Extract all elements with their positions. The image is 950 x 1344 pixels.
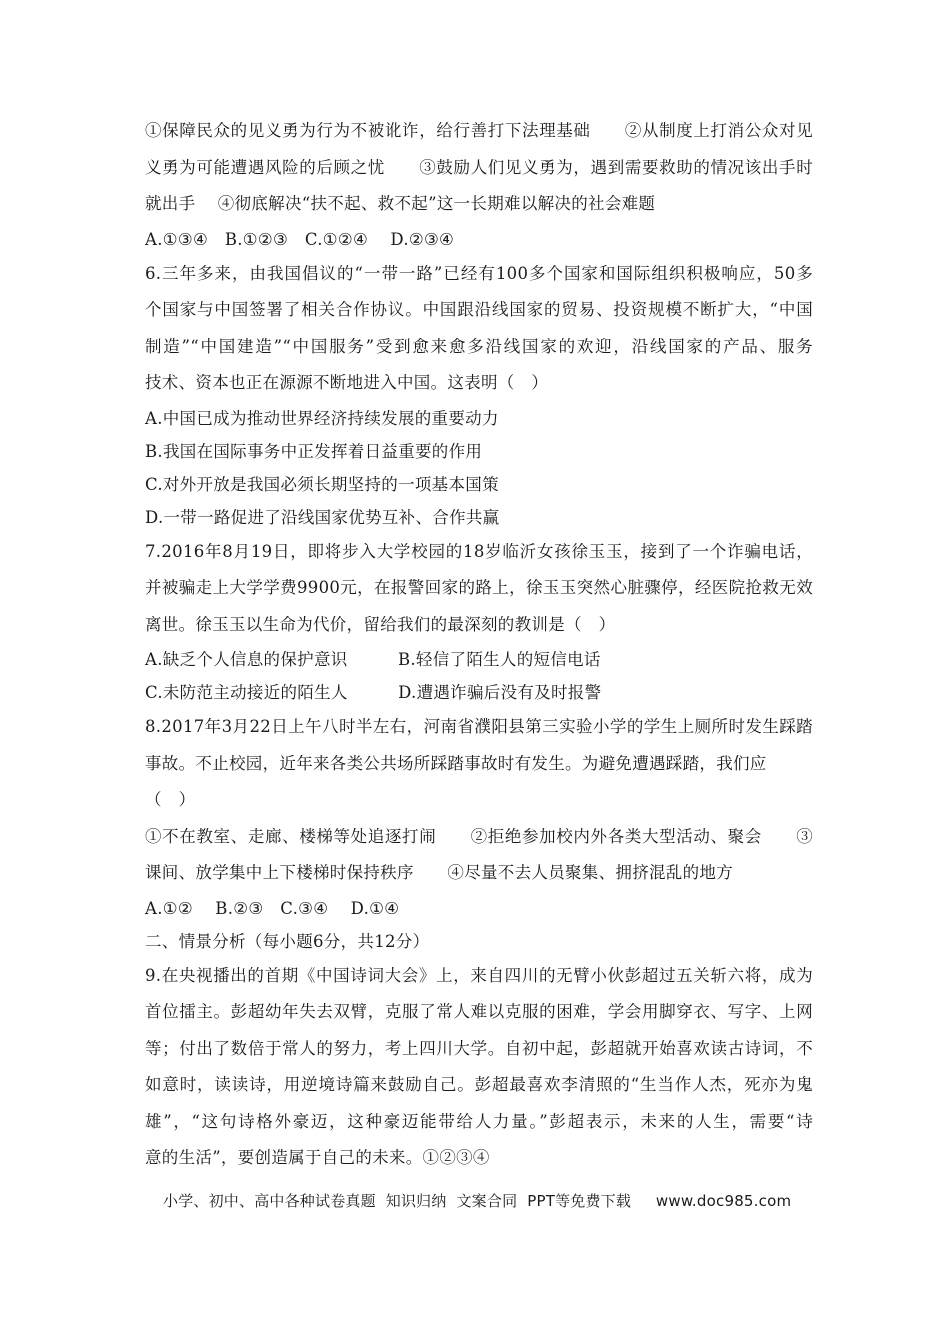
- q6-stem-line-2: 个国家与中国签署了相关合作协议。中国跟沿线国家的贸易、投资规模不断扩大，“中国: [145, 300, 813, 319]
- q5-answer-choices: A.①③④ B.①②③ C.①②④ D.②③④: [145, 229, 455, 249]
- document-body: [145, 113, 813, 1177]
- q8-option-text-line-1: ①不在教室、走廊、楼梯等处追逐打闹 ②拒绝参加校内外各类大型活动、聚会 ③: [145, 826, 813, 846]
- q7-stem-line-3: 离世。徐玉玉以生命为代价，留给我们的最深刻的教训是（ ）: [145, 614, 616, 634]
- q7-stem-line-2: 并被骗走上大学学费9900元，在报警回家的路上，徐玉玉突然心脏骤停，经医院抢救无效: [145, 578, 813, 597]
- section-two-heading: 二、情景分析（每小题6分，共12分）: [145, 931, 430, 951]
- q6-option-a: A.中国已成为推动世界经济持续发展的重要动力: [145, 408, 499, 428]
- q9-stem-line-1: 9.在央视播出的首期《中国诗词大会》上，来自四川的无臂小伙彭超过五关斩六将，成为: [145, 965, 813, 985]
- q6-option-b: B.我国在国际事务中正发挥着日益重要的作用: [145, 441, 483, 461]
- q6-stem-line-1: 6.三年多来，由我国倡议的“一带一路”已经有100多个国家和国际组织积极响应，50多: [145, 263, 813, 283]
- q7-options-cd: C.未防范主动接近的陌生人 D.遭遇诈骗后没有及时报警: [145, 683, 602, 702]
- q6-stem-line-3: 制造”“中国建造”“中国服务”受到愈来愈多沿线国家的欢迎，沿线国家的产品、服务: [145, 336, 813, 356]
- q8-stem-line-3: （ ）: [145, 790, 196, 809]
- q6-stem-line-4: 技术、资本也正在源源不断地进入中国。这表明（ ）: [145, 373, 549, 392]
- q8-answer-choices: A.①② B.②③ C.③④ D.①④: [145, 898, 400, 918]
- q9-stem-line-4: 如意时，读读诗，用逆境诗篇来鼓励自己。彭超最喜欢李清照的“生当作人杰，死亦为鬼: [145, 1075, 813, 1094]
- q8-stem-line-1: 8.2017年3月22日上午八时半左右，河南省濮阳县第三实验小学的学生上厕所时发生踩踏: [145, 717, 813, 736]
- q9-stem-line-3: 等；付出了数倍于常人的努力，考上四川大学。自初中起，彭超就开始喜欢读古诗词，不: [145, 1038, 813, 1058]
- q8-option-text-line-2: 课间、放学集中上下楼梯时保持秩序 ④尽量不去人员聚集、拥挤混乱的地方: [145, 863, 733, 882]
- q8-stem-line-2: 事故。不止校园，近年来各类公共场所踩踏事故时有发生。为避免遭遇踩踏，我们应: [145, 753, 767, 773]
- page-footer: 小学、初中、高中各种试卷真题 知识归纳 文案合同 PPT等免费下载 www.doc985.com: [163, 1192, 792, 1210]
- q9-stem-line-5: 雄”，“这句诗格外豪迈，这种豪迈能带给人力量。”彭超表示，未来的人生，需要“诗: [145, 1111, 813, 1131]
- q5-option-text-line-2: 义勇为可能遭遇风险的后顾之忧 ③鼓励人们见义勇为，遇到需要救助的情况该出手时: [145, 157, 813, 177]
- q9-stem-line-6: 意的生活”，要创造属于自己的未来。①②③④: [145, 1148, 490, 1167]
- q7-stem-line-1: 7.2016年8月19日，即将步入大学校园的18岁临沂女孩徐玉玉，接到了一个诈骗电话，: [145, 541, 813, 561]
- q7-options-ab: A.缺乏个人信息的保护意识 B.轻信了陌生人的短信电话: [145, 650, 601, 669]
- q6-option-d: D.一带一路促进了沿线国家优势互补、合作共赢: [145, 507, 500, 527]
- q6-option-c: C.对外开放是我国必须长期坚持的一项基本国策: [145, 474, 499, 494]
- q5-option-text-line-3: 就出手 ④彻底解决“扶不起、救不起”这一长期难以解决的社会难题: [145, 194, 656, 213]
- q5-option-text-line-1: ①保障民众的见义勇为行为不被讹诈，给行善打下法理基础 ②从制度上打消公众对见: [145, 121, 813, 140]
- q9-stem-line-2: 首位擂主。彭超幼年失去双臂，克服了常人难以克服的困难，学会用脚穿衣、写字、上网: [145, 1002, 813, 1021]
